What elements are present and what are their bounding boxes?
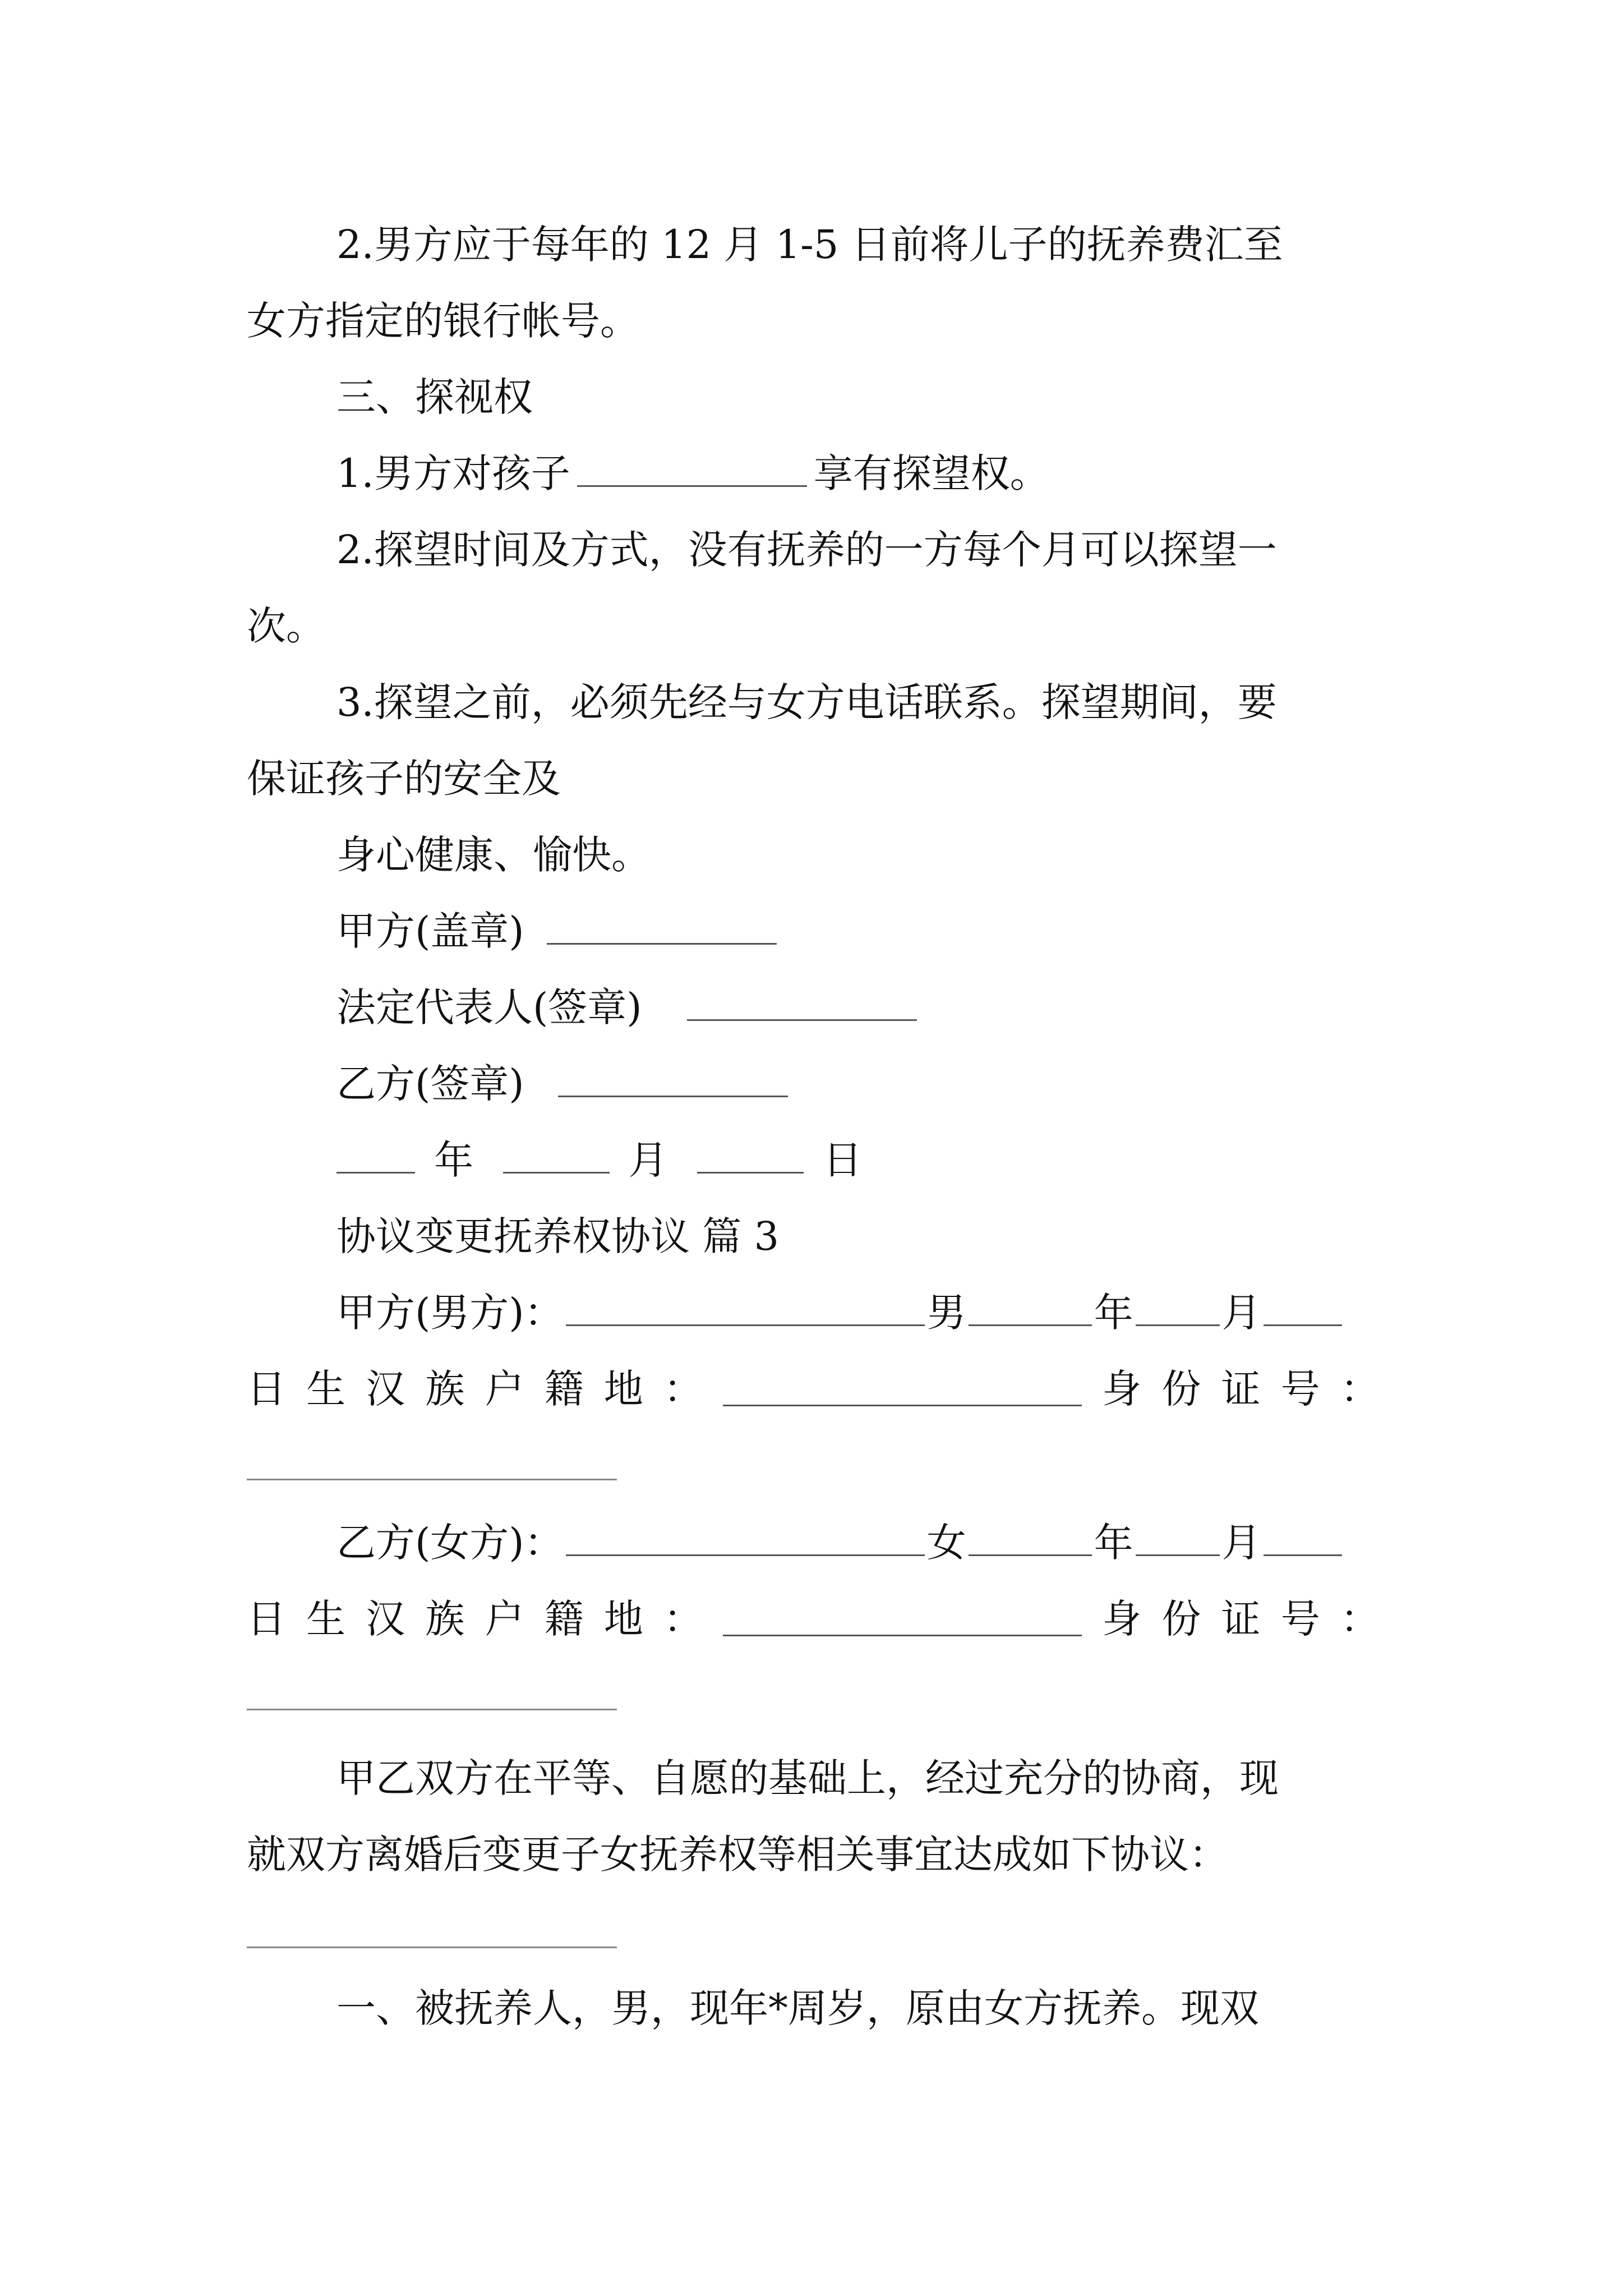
text-char: 日 [247,1366,286,1412]
text-char: 号 [1280,1596,1320,1642]
text-line: 保证孩子的安全及 [247,756,561,802]
text-char: 证 [1221,1366,1261,1412]
blank-field [247,1479,617,1480]
text-segment: 年 [1094,1290,1133,1336]
blank-field [723,1602,1082,1636]
text-char: ： [1340,1366,1380,1412]
text-line: 身心健康、愉快。 [336,832,651,878]
text-segment: 年 [434,1137,474,1183]
text-segment: 月 [1221,1290,1261,1336]
text-segment: 日 [823,1137,863,1183]
text-segment: 1.男方对孩子 [336,450,570,496]
blank-field [336,1139,415,1174]
text-char: 生 [306,1596,346,1642]
text-char: 号 [1280,1366,1320,1412]
text-line [336,440,1049,507]
party-b-line [336,1509,1344,1576]
blank-field [547,910,777,945]
text-segment: 乙方(签章) [336,1061,524,1107]
section-heading: 协议变更抚养权协议 篇 3 [336,1213,780,1259]
text-char: ： [1340,1596,1380,1642]
text-segment: 乙方(女方)： [336,1520,564,1566]
blank-field [969,1522,1092,1556]
text-char: 日 [247,1596,286,1642]
party-a-line [336,1279,1344,1346]
text-char: ： [663,1366,703,1412]
text-char: 汉 [366,1366,405,1412]
text-char: 族 [425,1596,465,1642]
blank-field [558,1063,788,1097]
text-char: 籍 [544,1366,584,1412]
text-char: 份 [1161,1366,1201,1412]
text-segment: 男 [926,1290,966,1336]
blank-field [577,453,807,487]
text-line: 次。 [247,603,325,649]
party-b-info-row [247,1585,1380,1653]
text-char: ： [663,1596,703,1642]
signature-line-party-a [336,898,783,965]
text-char: 份 [1161,1596,1201,1642]
blank-field [1136,1522,1220,1556]
text-char: 生 [306,1366,346,1412]
text-segment: 月 [628,1137,668,1183]
blank-field [566,1292,925,1326]
blank-field [566,1522,925,1556]
text-segment: 享有探望权。 [813,450,1049,496]
text-line: 女方指定的银行帐号。 [247,298,639,344]
text-char: 身 [1102,1596,1142,1642]
text-char: 户 [485,1366,524,1412]
signature-line-representative [336,974,924,1041]
text-segment: 月 [1221,1520,1261,1566]
text-line: 2.男方应于每年的 12 月 1-5 日前将儿子的抚养费汇至 [336,222,1283,268]
text-segment: 甲方(男方)： [336,1290,564,1336]
text-segment: 女 [926,1520,966,1566]
text-line: 3.探望之前，必须先经与女方电话联系。探望期间，要 [336,679,1277,725]
blank-field [247,1947,617,1948]
signature-line-party-b [336,1050,795,1117]
text-char: 身 [1102,1366,1142,1412]
blank-field [247,1709,617,1710]
section-heading: 三、探视权 [336,374,533,420]
text-segment: 年 [1094,1520,1133,1566]
text-char: 籍 [544,1596,584,1642]
text-char: 地 [603,1596,643,1642]
text-segment: 法定代表人(签章) [336,984,642,1030]
blank-field [1136,1292,1220,1326]
blank-field [1264,1292,1342,1326]
text-segment: 甲方(盖章) [336,908,524,954]
text-char: 地 [603,1366,643,1412]
text-line: 一、被抚养人，男，现年*周岁，原由女方抚养。现双 [336,1985,1259,2031]
blank-field [697,1139,804,1174]
blank-field [687,987,917,1021]
text-char: 证 [1221,1596,1261,1642]
date-line [336,1126,862,1194]
text-char: 户 [485,1596,524,1642]
text-char: 族 [425,1366,465,1412]
text-char: 汉 [366,1596,405,1642]
text-line: 就双方离婚后变更子女抚养权等相关事宜达成如下协议： [247,1832,1228,1878]
blank-field [503,1139,610,1174]
blank-field [1264,1522,1342,1556]
blank-field [723,1372,1082,1406]
text-line: 甲乙双方在平等、自愿的基础上，经过充分的协商，现 [336,1755,1279,1801]
text-line: 2.探望时间及方式，没有抚养的一方每个月可以探望一 [336,527,1277,573]
blank-field [969,1292,1092,1326]
party-a-info-row [247,1355,1380,1423]
